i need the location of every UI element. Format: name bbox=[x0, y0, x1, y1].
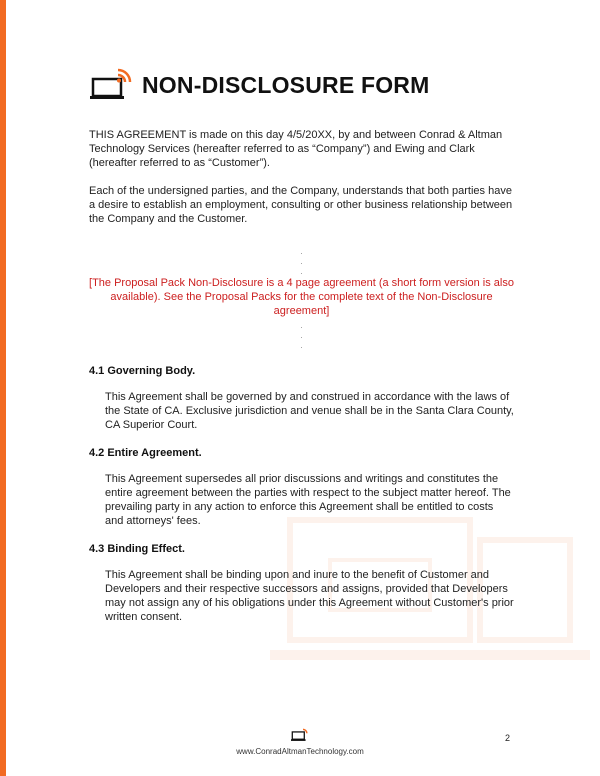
page-number: 2 bbox=[505, 733, 511, 743]
footer-url: www.ConradAltmanTechnology.com bbox=[236, 747, 364, 756]
section-heading: 4.2 Entire Agreement. bbox=[89, 447, 202, 459]
omission-dots-top: . . . bbox=[300, 246, 303, 276]
laptop-wifi-icon bbox=[90, 68, 132, 102]
purpose-paragraph: Each of the undersigned parties, and the Company, understands that both parties have a desire to establish an employment, consulting or other business relationship between the Company and the Customer. bbox=[89, 185, 513, 225]
document-header bbox=[90, 68, 429, 102]
omission-dots-bottom: . . . bbox=[300, 320, 303, 350]
section-governing-body bbox=[89, 364, 514, 432]
section-text: This Agreement supersedes all prior discussions and writings and constitutes the entire agreement between the parties with respect to the subject matter hereof. The prevailing party in any action to enforce this Agreement shall be entitled to costs and attorneys' fees. bbox=[105, 473, 511, 527]
section-text: This Agreement shall be binding upon and inure to the benefit of Customer and Developers and their respective successors and assigns, provided that Developers may not assign any of his obligations under this Agreement without Customer's prior written consent. bbox=[105, 569, 514, 623]
omission-note: [The Proposal Pack Non-Disclosure is a 4 page agreement (a short form version is also available). See the Proposal Packs for the complete text of the Non-Disclosure agreement] bbox=[89, 277, 514, 317]
document-body bbox=[89, 128, 514, 624]
section-binding-effect bbox=[89, 542, 514, 624]
intro-paragraph: THIS AGREEMENT is made on this day 4/5/20XX, by and between Conrad & Altman Technology Services (hereafter referred to as “Company”) and Ewing and Clark (hereafter referred to as “Customer”). bbox=[89, 129, 503, 169]
section-entire-agreement bbox=[89, 446, 514, 528]
page-title: NON-DISCLOSURE FORM bbox=[142, 71, 430, 98]
section-heading: 4.3 Binding Effect. bbox=[89, 543, 185, 555]
section-heading: 4.1 Governing Body. bbox=[89, 365, 196, 377]
footer-laptop-icon bbox=[291, 727, 309, 747]
section-text: This Agreement shall be governed by and construed in accordance with the laws of the State of CA. Exclusive jurisdiction and venue shall be in the Santa Clara County, CA Superior Court. bbox=[105, 391, 514, 431]
accent-bar bbox=[0, 0, 6, 776]
